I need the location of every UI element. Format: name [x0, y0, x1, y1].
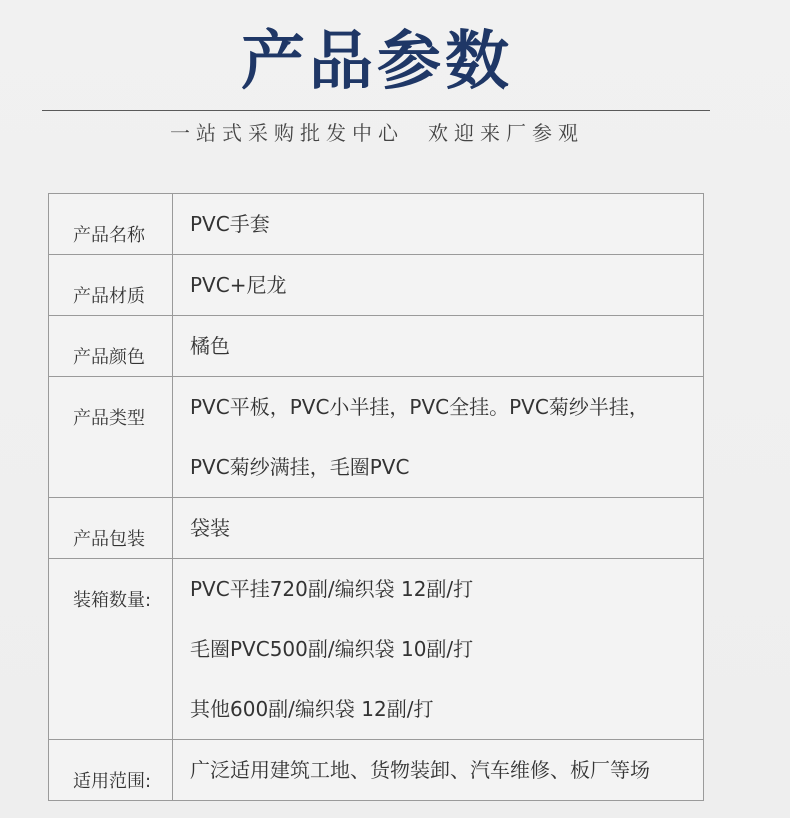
param-label: 适用范围: [49, 740, 173, 801]
subtitle-slogan: 一站式采购批发中心 [170, 121, 404, 145]
subtitle-welcome: 欢迎来厂参观 [428, 121, 584, 145]
page-subtitle [0, 118, 772, 148]
param-value: PVC手套 [173, 194, 704, 255]
param-label: 产品名称 [49, 194, 173, 255]
param-label: 产品颜色 [49, 316, 173, 377]
product-params-table [48, 193, 704, 801]
param-label: 装箱数量: [49, 559, 173, 740]
param-value: 袋装 [173, 498, 704, 559]
param-label: 产品包装 [49, 498, 173, 559]
param-value: PVC平挂720副/编织袋 12副/打 毛圈PVC500副/编织袋 10副/打 其他600副/编织袋 12副/打 [173, 559, 704, 740]
title-divider [42, 110, 710, 111]
page-title: 产品参数 [241, 25, 513, 99]
param-value: 橘色 [173, 316, 704, 377]
table-row-type [49, 377, 704, 498]
param-value: PVC平板，PVC小半挂，PVC全挂。PVC菊纱半挂， PVC菊纱满挂，毛圈PVC [173, 377, 704, 498]
table-row-usage [49, 740, 704, 801]
table-row-name [49, 194, 704, 255]
param-value: 广泛适用建筑工地、货物装卸、汽车维修、板厂等场 [173, 740, 704, 801]
table-row-material [49, 255, 704, 316]
param-label: 产品类型 [49, 377, 173, 498]
param-value: PVC+尼龙 [173, 255, 704, 316]
table-row-packaging [49, 498, 704, 559]
table-row-quantity [49, 559, 704, 740]
param-label: 产品材质 [49, 255, 173, 316]
table-row-color [49, 316, 704, 377]
